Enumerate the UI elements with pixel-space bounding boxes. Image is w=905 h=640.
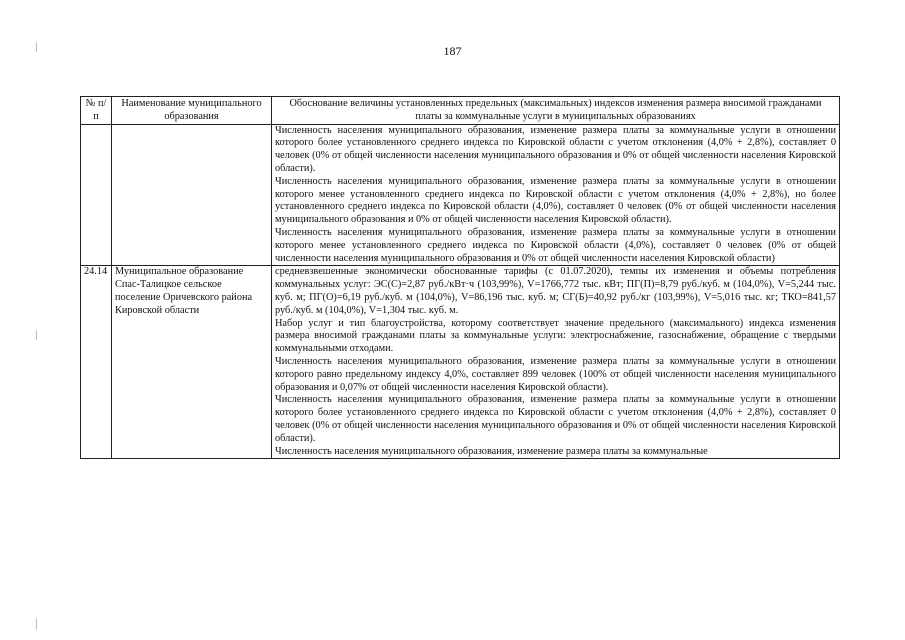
row-num: 24.14 [81, 266, 112, 459]
row-municipality-name: Муниципальное образование Спас-Талицкое сельское поселение Оричевского района Кировской области [112, 266, 272, 459]
page-number: 187 [443, 44, 462, 58]
paragraph: Численность населения муниципального образования, изменение размера платы за коммунальные услуги в отношении которого равно предельному индексу 4,0%, составляет 899 человек (100% от общей численности населения муниципального образования и 0,07% от общей численности населения Кировской области). [275, 355, 836, 393]
table-header-row [81, 97, 840, 125]
table-row [81, 266, 840, 459]
row-basis [272, 266, 840, 459]
paragraph: Численность населения муниципального образования, изменение размера платы за коммунальные услуги в отношении которого менее установленного среднего индекса по Кировской области с учетом отклонения (4,0% + 2,8%), но более установленного среднего индекса по Кировской области (4,0%), составляет 0 человек (0% от общей численности населения муниципального образования и 0% от общей численности населения Кировской области). [275, 175, 836, 226]
cell-name-empty [112, 124, 272, 266]
paragraph: Численность населения муниципального образования, изменение размера платы за коммунальные услуги в отношении которого менее установленного среднего индекса по Кировской области (4,0%), составляет 0 человек (0% от общей численности населения муниципального образования и 0% от общей численности населения Кировской области) [275, 226, 836, 264]
paragraph: Численность населения муниципального образования, изменение размера платы за коммунальные услуги в отношении которого более установленного среднего индекса по Кировской области с учетом отклонения (4,0% + 2,8%), составляет 0 человек (0% от общей численности населения муниципального образования и 0% от общей численности населения Кировской области). [275, 394, 836, 444]
scan-mark-bottom [36, 618, 37, 630]
scan-mark-middle [36, 330, 37, 340]
paragraph: Набор услуг и тип благоустройства, которому соответствует значение предельного (максимального) индекса изменения размера вносимой гражданами платы за коммунальные услуги: электроснабжение, газоснабжение, обращение с твердыми коммунальными отходами. [275, 317, 836, 355]
paragraph: Численность населения муниципального образования, изменение размера платы за коммунальные [275, 445, 708, 457]
header-basis: Обоснование величины установленных предельных (максимальных) индексов изменения размера вносимой гражданами платы за коммунальные услуги в муниципальных образованиях [272, 97, 840, 125]
paragraph: Численность населения муниципального образования, изменение размера платы за коммунальные услуги в отношении которого более установленного среднего индекса по Кировской области с учетом отклонения (4,0% + 2,8%), составляет 0 человек (0% от общей численности населения муниципального образования и 0% от общей численности населения Кировской области). [275, 124, 836, 174]
cell-num-empty [81, 124, 112, 266]
table-row-continuation [81, 124, 840, 266]
header-num: № п/п [81, 97, 112, 125]
header-name: Наименование муниципального образования [112, 97, 272, 125]
tariff-table [80, 96, 840, 459]
cell-basis-continuation [272, 124, 840, 266]
paragraph: средневзвешенные экономически обоснованные тарифы (с 01.07.2020), темпы их изменения и объемы потребления коммунальных услуг: ЭС(С)=2,87 руб./кВт·ч (103,99%), V=1766,772 тыс. кВт; ПГ(П)=8,79 руб./куб. м (104,0%), V=5,244 тыс. куб. м; ПГ(О)=6,19 руб./куб. м (104,0%), V=86,196 тыс. куб. м; СГ(Б)=40,92 руб./кг (103,99%), V=5,016 тыс. кг; ТКО=841,57 руб./куб. м (104,0%), V=1,304 тыс. куб. м. [275, 266, 836, 316]
